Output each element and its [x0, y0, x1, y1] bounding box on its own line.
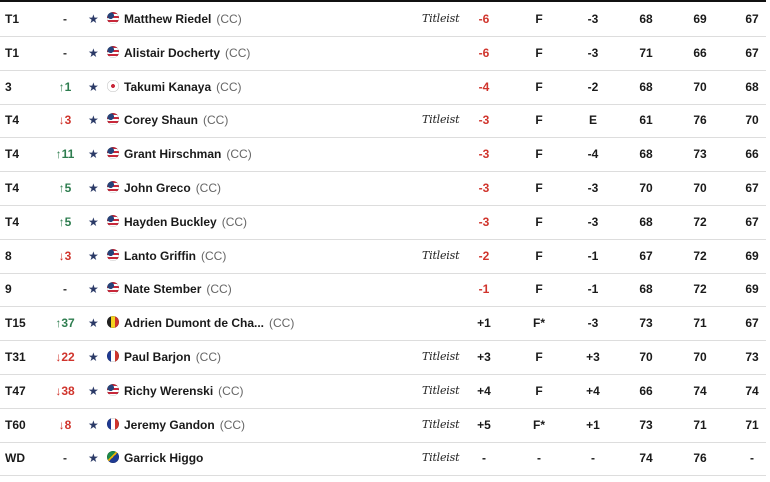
cc-tag: (CC): [195, 350, 222, 364]
round-2-score: 69: [693, 12, 707, 26]
today-score: -2: [587, 79, 599, 94]
player-name-text: Richy Werenski: [124, 383, 214, 398]
leaderboard-row[interactable]: [0, 2, 766, 37]
round-3-score: 69: [745, 248, 759, 263]
cc-tag: (CC): [201, 248, 227, 263]
leaderboard-row[interactable]: [0, 36, 766, 71]
titleist-logo: Titleist: [422, 248, 460, 262]
round-3-score: -: [750, 451, 754, 466]
position-change: ↓38: [55, 383, 75, 398]
titleist-logo: Titleist: [422, 113, 460, 127]
player-name-text: Corey Shaun: [124, 113, 199, 128]
round-3-score: 67: [745, 12, 759, 26]
round-3-score: 67: [745, 181, 759, 195]
today-score: -3: [587, 45, 599, 60]
position-change: ↓3: [58, 248, 72, 263]
favorite-star-icon[interactable]: ★: [88, 147, 99, 162]
favorite-star-icon[interactable]: ★: [88, 383, 99, 398]
player-name[interactable]: [124, 408, 245, 442]
position: T1: [5, 45, 20, 60]
favorite-star-icon[interactable]: ★: [88, 248, 99, 263]
leaderboard-row[interactable]: [0, 408, 766, 443]
position-change: ↑11: [55, 147, 75, 162]
round-1-score: 68: [639, 282, 653, 297]
round-3-score: 67: [745, 214, 759, 229]
cc-tag: (CC): [216, 12, 242, 26]
round-3-score: 70: [745, 113, 759, 128]
round-3-score: 67: [745, 316, 759, 331]
round-1-score: 67: [639, 248, 653, 263]
thru: F: [535, 12, 543, 26]
leaderboard-row[interactable]: [0, 340, 766, 375]
leaderboard-row[interactable]: [0, 137, 766, 172]
thru: F: [535, 350, 543, 364]
player-name-text: Garrick Higgo: [124, 451, 204, 466]
favorite-star-icon[interactable]: ★: [88, 316, 99, 331]
score-to-par: -1: [478, 282, 490, 297]
cc-tag: (CC): [218, 383, 244, 398]
round-2-score: 73: [693, 147, 707, 162]
round-2-score: 70: [693, 79, 707, 94]
favorite-star-icon[interactable]: ★: [88, 12, 99, 26]
favorite-star-icon[interactable]: ★: [88, 350, 99, 364]
score-to-par: -3: [478, 113, 490, 128]
player-name[interactable]: [124, 137, 252, 171]
position: 3: [5, 79, 12, 94]
position: T1: [5, 12, 20, 26]
player-name[interactable]: [124, 36, 250, 70]
player-name[interactable]: [124, 205, 247, 239]
round-3-score: 66: [745, 147, 759, 162]
round-1-score: 66: [639, 383, 653, 398]
titleist-logo: Titleist: [422, 12, 460, 25]
player-name-text: Paul Barjon: [124, 350, 191, 364]
thru: -: [537, 451, 541, 466]
round-2-score: 71: [693, 417, 707, 432]
player-name[interactable]: [124, 306, 294, 340]
round-1-score: 71: [639, 45, 653, 60]
today-score: -1: [587, 282, 599, 297]
cc-tag: (CC): [269, 316, 295, 331]
position: T4: [5, 181, 20, 195]
country-flag-icon: [107, 418, 119, 430]
country-flag-icon: [107, 147, 119, 159]
player-name[interactable]: [124, 103, 228, 137]
round-2-score: 74: [693, 383, 707, 398]
round-3-score: 71: [745, 417, 759, 432]
country-flag-icon: [107, 215, 119, 227]
score-to-par: -4: [478, 79, 490, 94]
player-name-text: Nate Stember: [124, 282, 202, 297]
leaderboard-row[interactable]: [0, 239, 766, 274]
cc-tag: (CC): [226, 147, 252, 162]
round-2-score: 70: [693, 181, 707, 195]
score-to-par: +3: [477, 350, 491, 364]
country-flag-icon: [107, 181, 119, 193]
player-name[interactable]: [124, 441, 203, 475]
score-to-par: -3: [478, 181, 490, 195]
favorite-star-icon[interactable]: ★: [88, 282, 99, 297]
country-flag-icon: [107, 316, 119, 328]
round-1-score: 70: [639, 181, 653, 195]
favorite-star-icon[interactable]: ★: [88, 417, 99, 432]
cc-tag: (CC): [216, 79, 242, 94]
round-1-score: 74: [639, 451, 653, 466]
round-3-score: 67: [745, 45, 759, 60]
today-score: +1: [586, 417, 600, 432]
position: 9: [5, 282, 12, 297]
position-change: -: [63, 451, 67, 466]
country-flag-icon: [107, 249, 119, 261]
favorite-star-icon[interactable]: ★: [88, 45, 99, 60]
player-name[interactable]: [124, 2, 242, 36]
score-to-par: -6: [478, 45, 490, 60]
cc-tag: (CC): [225, 45, 251, 60]
score-to-par: -2: [478, 248, 490, 263]
position-change: -: [63, 45, 67, 60]
round-1-score: 68: [639, 147, 653, 162]
round-1-score: 73: [639, 316, 653, 331]
round-1-score: 70: [639, 350, 653, 364]
position: T31: [5, 350, 26, 364]
player-name-text: John Greco: [124, 181, 191, 195]
thru: F: [535, 45, 543, 60]
round-2-score: 76: [693, 451, 707, 466]
cc-tag: (CC): [206, 282, 232, 297]
position: 8: [5, 248, 12, 263]
position-change: ↑5: [58, 214, 72, 229]
today-score: -3: [587, 181, 599, 195]
score-to-par: -3: [478, 214, 490, 229]
country-flag-icon: [107, 282, 119, 294]
round-1-score: 68: [639, 12, 653, 26]
position: T4: [5, 113, 20, 128]
player-name[interactable]: [124, 171, 221, 205]
round-1-score: 68: [639, 79, 653, 94]
thru: F*: [533, 417, 545, 432]
player-name-text: Alistair Docherty: [124, 45, 221, 60]
today-score: -: [591, 451, 595, 466]
favorite-star-icon[interactable]: ★: [88, 214, 99, 229]
leaderboard-row[interactable]: [0, 272, 766, 307]
player-name-text: Hayden Buckley: [124, 214, 217, 229]
round-2-score: 70: [693, 350, 707, 364]
cc-tag: (CC): [195, 181, 222, 195]
round-2-score: 72: [693, 248, 707, 263]
player-name[interactable]: [124, 340, 221, 374]
thru: F: [535, 383, 543, 398]
position-change: ↓22: [55, 350, 75, 364]
score-to-par: -3: [478, 147, 490, 162]
country-flag-icon: [107, 384, 119, 396]
round-2-score: 71: [693, 316, 707, 331]
country-flag-icon: [107, 12, 119, 24]
player-name[interactable]: [124, 239, 226, 273]
player-name[interactable]: [124, 374, 243, 408]
cc-tag: (CC): [203, 113, 229, 128]
player-name-text: Adrien Dumont de Cha...: [124, 316, 265, 331]
favorite-star-icon[interactable]: ★: [88, 79, 99, 94]
player-name-text: Grant Hirschman: [124, 147, 222, 162]
player-name-text: Lanto Griffin: [124, 248, 196, 263]
today-score: +3: [586, 350, 600, 364]
thru: F: [535, 282, 543, 297]
titleist-logo: Titleist: [422, 451, 460, 465]
leaderboard-row[interactable]: [0, 374, 766, 409]
today-score: -3: [587, 214, 599, 229]
today-score: +4: [586, 383, 600, 398]
position: T47: [5, 383, 26, 398]
leaderboard-row[interactable]: [0, 306, 766, 341]
round-1-score: 61: [639, 113, 653, 128]
leaderboard-row[interactable]: [0, 171, 766, 206]
round-3-score: 74: [745, 383, 759, 398]
score-to-par: +4: [477, 383, 491, 398]
country-flag-icon: [107, 451, 119, 463]
today-score: E: [588, 113, 597, 128]
round-3-score: 73: [745, 350, 759, 364]
position-change: ↑37: [55, 316, 75, 331]
score-to-par: +1: [477, 316, 491, 331]
thru: F: [535, 181, 543, 195]
cc-tag: (CC): [219, 417, 246, 432]
player-name-text: Jeremy Gandon: [124, 417, 215, 432]
today-score: -4: [587, 147, 599, 162]
score-to-par: -: [482, 451, 486, 466]
leaderboard-row[interactable]: [0, 205, 766, 240]
titleist-logo: Titleist: [422, 350, 460, 363]
today-score: -3: [587, 316, 599, 331]
position-change: ↑5: [58, 181, 72, 195]
round-1-score: 68: [639, 214, 653, 229]
position-change: ↓8: [58, 417, 72, 432]
country-flag-icon: [107, 46, 119, 58]
leaderboard-row[interactable]: [0, 441, 766, 476]
player-name[interactable]: [124, 272, 232, 306]
position: T4: [5, 214, 20, 229]
thru: F: [535, 248, 543, 263]
round-2-score: 66: [693, 45, 707, 60]
position-change: ↑1: [58, 79, 72, 94]
round-2-score: 72: [693, 282, 707, 297]
favorite-star-icon[interactable]: ★: [88, 451, 99, 466]
player-name-text: Matthew Riedel: [124, 12, 212, 26]
country-flag-icon: [107, 350, 119, 362]
position: T15: [5, 316, 26, 331]
titleist-logo: Titleist: [422, 383, 460, 397]
today-score: -1: [587, 248, 599, 263]
thru: F: [535, 147, 543, 162]
round-1-score: 73: [639, 417, 653, 432]
player-name[interactable]: [124, 70, 241, 104]
thru: F: [535, 214, 543, 229]
position-change: -: [63, 282, 67, 297]
leaderboard-row[interactable]: [0, 103, 766, 138]
position: T60: [5, 417, 26, 432]
thru: F: [535, 113, 543, 128]
thru: F: [535, 79, 543, 94]
player-name-text: Takumi Kanaya: [124, 79, 212, 94]
favorite-star-icon[interactable]: ★: [88, 113, 99, 128]
score-to-par: -6: [478, 12, 490, 26]
today-score: -3: [587, 12, 599, 26]
position-change: -: [63, 12, 67, 26]
leaderboard-row[interactable]: [0, 70, 766, 105]
position: WD: [5, 451, 25, 466]
round-3-score: 68: [745, 79, 759, 94]
score-to-par: +5: [477, 417, 491, 432]
round-3-score: 69: [745, 282, 759, 297]
country-flag-icon: [107, 113, 119, 125]
position-change: ↓3: [58, 113, 72, 128]
round-2-score: 76: [693, 113, 707, 128]
favorite-star-icon[interactable]: ★: [88, 181, 99, 195]
thru: F*: [533, 316, 545, 331]
country-flag-icon: [107, 80, 119, 92]
titleist-logo: Titleist: [422, 417, 460, 431]
round-2-score: 72: [693, 214, 707, 229]
position: T4: [5, 147, 20, 162]
cc-tag: (CC): [221, 214, 248, 229]
